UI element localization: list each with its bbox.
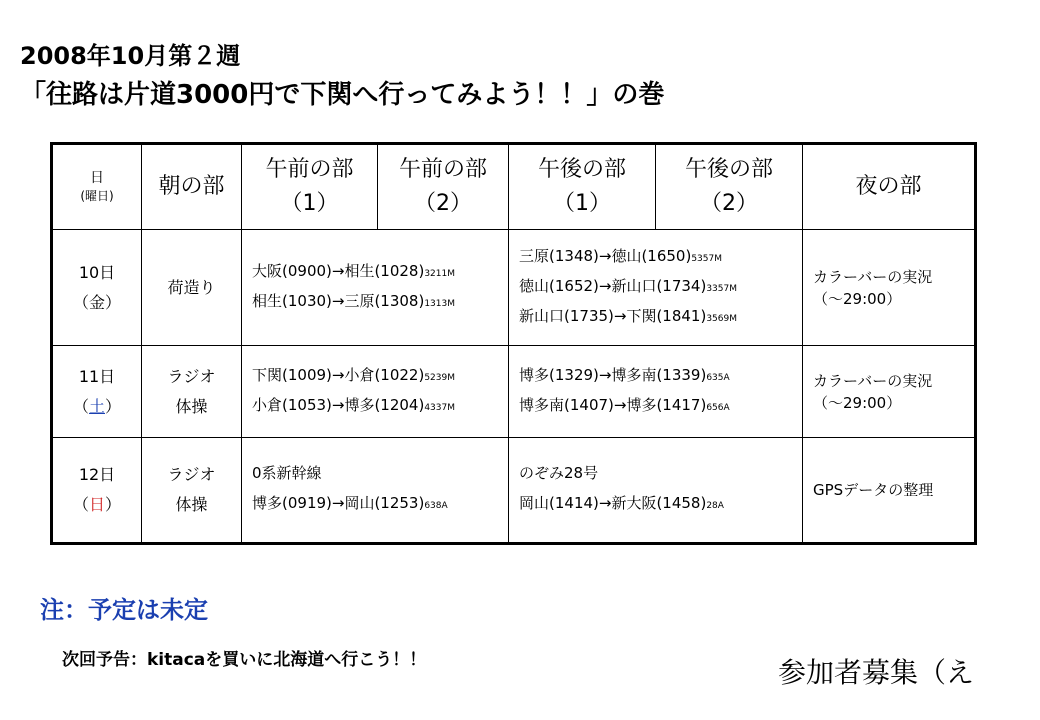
day-weekday: （日） (72, 495, 122, 514)
table-row (52, 230, 976, 346)
header-morning: 朝の部 (142, 144, 242, 230)
am-trains (242, 346, 509, 438)
pm-trains (509, 438, 803, 544)
header-night: 夜の部 (803, 144, 976, 230)
morning-activity: ラジオ 体操 (142, 346, 242, 438)
train-number: 3569M (706, 313, 737, 324)
night-activity: カラーバーの実況 （～29:00） (803, 230, 976, 346)
train-leg: 小倉(1053)→博多(1204)4337M (252, 395, 455, 414)
table-row (52, 346, 976, 438)
night-activity: GPSデータの整理 (803, 438, 976, 544)
night-activity: カラーバーの実況 （～29:00） (803, 346, 976, 438)
pm-trains (509, 346, 803, 438)
train-number: 5357M (691, 253, 722, 264)
train-number: 656A (706, 402, 730, 413)
header-pm2-sub: （2） (700, 191, 758, 216)
header-pm2-label: 午後の部 (684, 157, 773, 182)
day-cell (52, 438, 142, 544)
header-pm1-sub: （1） (553, 191, 611, 216)
header-am2-label: 午前の部 (398, 157, 487, 182)
morning-activity: ラジオ 体操 (142, 438, 242, 544)
train-number: 3357M (706, 283, 737, 294)
train-leg: のぞみ28号 (519, 464, 599, 482)
morning-activity: 荷造り (142, 230, 242, 346)
page-title-date: 2008年10月第２週 (20, 42, 241, 70)
train-number: 1313M (424, 298, 455, 309)
next-preview-text: 次回予告：kitacaを買いに北海道へ行こう！！ (62, 650, 427, 670)
schedule-table (50, 142, 977, 545)
train-leg: 岡山(1414)→新大阪(1458)28A (519, 494, 724, 512)
day-date: 10日 (78, 262, 116, 282)
am-trains (242, 438, 509, 544)
note-text: 注：予定は未定 (40, 596, 208, 624)
table-row (52, 438, 976, 544)
train-leg: 博多南(1407)→博多(1417)656A (519, 395, 730, 414)
train-leg: 博多(1329)→博多南(1339)635A (519, 365, 730, 384)
day-weekday: （土） (72, 396, 122, 416)
train-number: 635A (706, 372, 730, 383)
header-day (52, 144, 142, 230)
header-day-label: 日 (90, 170, 104, 186)
page-title-main: 「往路は片道3000円で下関へ行ってみよう！！」の巻 (20, 80, 665, 110)
recruit-text: 参加者募集（え (778, 656, 975, 689)
train-number: 4337M (424, 402, 455, 413)
header-pm1 (509, 144, 656, 230)
header-day-sub: (曜日) (80, 189, 114, 203)
day-date: 11日 (78, 366, 116, 386)
train-leg: 相生(1030)→三原(1308)1313M (252, 291, 455, 310)
header-am2 (378, 144, 509, 230)
train-leg: 博多(0919)→岡山(1253)638A (252, 494, 448, 512)
header-row (52, 144, 976, 230)
train-leg: 0系新幹線 (252, 464, 322, 482)
day-weekday: （金） (72, 292, 122, 312)
am-trains (242, 230, 509, 346)
header-am1-sub: （1） (280, 191, 339, 216)
train-leg: 大阪(0900)→相生(1028)3211M (252, 261, 455, 280)
header-pm2 (656, 144, 803, 230)
train-number: 3211M (424, 268, 455, 279)
train-number: 5239M (424, 372, 455, 383)
train-leg: 新山口(1735)→下関(1841)3569M (519, 306, 737, 325)
train-leg: 下関(1009)→小倉(1022)5239M (252, 365, 455, 384)
train-leg: 三原(1348)→徳山(1650)5357M (519, 246, 722, 265)
weekday-name: 日 (88, 495, 105, 514)
train-leg: 徳山(1652)→新山口(1734)3357M (519, 276, 737, 295)
header-am1 (242, 144, 378, 230)
day-date: 12日 (78, 465, 116, 484)
day-cell (52, 346, 142, 438)
weekday-name: 土 (88, 396, 105, 416)
header-am1-label: 午前の部 (265, 157, 354, 182)
train-number: 638A (424, 501, 448, 511)
header-pm1-label: 午後の部 (537, 157, 626, 182)
day-cell (52, 230, 142, 346)
header-am2-sub: （2） (414, 191, 472, 216)
train-number: 28A (706, 501, 724, 511)
weekday-name: 金 (88, 292, 105, 312)
pm-trains (509, 230, 803, 346)
